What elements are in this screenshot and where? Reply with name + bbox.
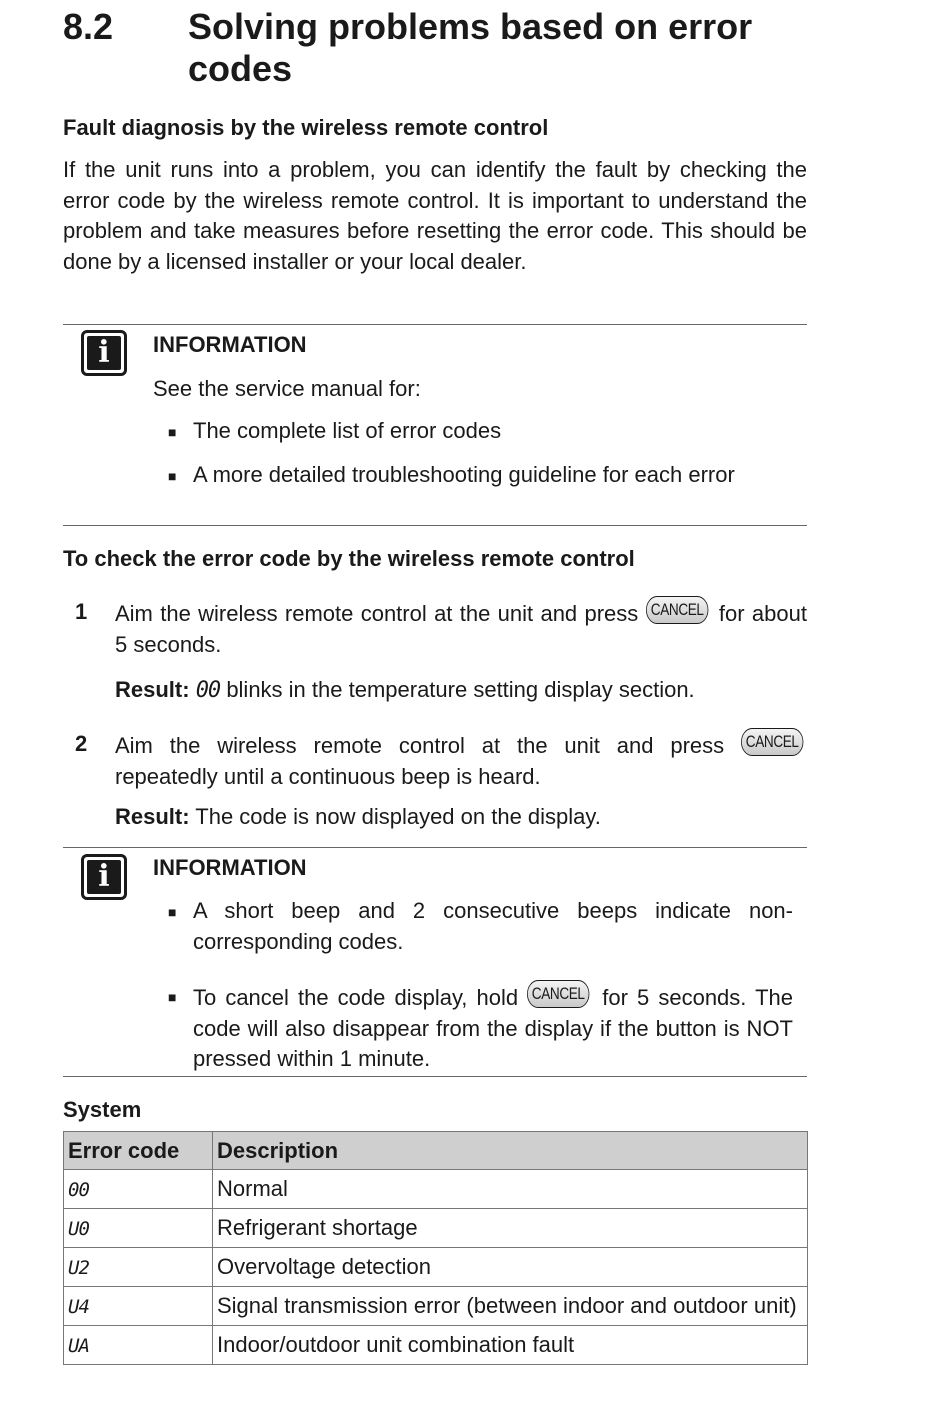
error-description: Refrigerant shortage — [213, 1209, 808, 1248]
error-description: Normal — [213, 1170, 808, 1209]
table-header-row — [64, 1132, 808, 1170]
info-box-1-intro: See the service manual for: — [153, 376, 421, 401]
info-box-1-title: INFORMATION — [153, 332, 307, 357]
step-number: 2 — [75, 731, 88, 756]
bullet-icon: ■ — [168, 424, 177, 440]
error-code: U4 — [68, 1296, 89, 1318]
information-icon: i — [81, 330, 127, 376]
step-text: Aim the wireless remote control at the unit and press — [115, 601, 639, 626]
step-2-result — [115, 804, 601, 830]
bullet-text: for 5 seconds. The code will also disappear from the display if the button is NOT pressed within 1 minute. — [193, 985, 793, 1071]
result-text: blinks in the temperature setting display section. — [226, 677, 695, 702]
check-procedure-heading: To check the error code by the wireless remote control — [63, 546, 635, 571]
step-1-text — [115, 596, 807, 660]
error-code: U2 — [68, 1257, 89, 1279]
error-description: Indoor/outdoor unit combination fault — [213, 1326, 808, 1365]
segment-display-code: 00 — [195, 678, 221, 703]
cancel-button-icon: CANCEL — [741, 728, 803, 756]
info-box-2-top-rule — [63, 847, 807, 848]
section-title: Solving problems based on error codes — [188, 6, 753, 89]
info-box-1-bottom-rule — [63, 525, 807, 526]
system-table-caption: System — [63, 1097, 142, 1122]
step-1-result — [115, 677, 695, 703]
step-text: repeatedly until a continuous beep is heard. — [115, 763, 541, 789]
fault-diagnosis-heading: Fault diagnosis by the wireless remote control — [63, 115, 549, 140]
step-text: Aim the wireless remote control at the unit and press — [115, 733, 725, 758]
table-row — [64, 1326, 808, 1365]
error-code: U0 — [68, 1218, 89, 1240]
info-box-2-title: INFORMATION — [153, 855, 307, 880]
information-icon: i — [81, 854, 127, 900]
step-number: 1 — [75, 599, 88, 624]
result-label: Result: — [115, 677, 190, 702]
error-description: Overvoltage detection — [213, 1248, 808, 1287]
cancel-button-icon: CANCEL — [527, 980, 589, 1008]
info-box-1-bullet: The complete list of error codes — [193, 418, 502, 443]
info-box-2-bullet-2 — [193, 980, 793, 1075]
bullet-icon: ■ — [168, 468, 177, 484]
result-label: Result: — [115, 804, 190, 829]
step-2-text — [115, 728, 807, 792]
error-code-table — [63, 1131, 808, 1365]
error-code: 00 — [68, 1179, 89, 1201]
bullet-icon: ■ — [168, 989, 177, 1005]
info-box-1-top-rule — [63, 324, 807, 325]
table-row — [64, 1170, 808, 1209]
cancel-button-icon: CANCEL — [646, 596, 708, 624]
column-header: Error code — [64, 1132, 213, 1170]
table-row — [64, 1209, 808, 1248]
result-text: The code is now displayed on the display. — [195, 804, 601, 829]
bullet-text: To cancel the code display, hold — [193, 985, 519, 1010]
fault-diagnosis-paragraph: If the unit runs into a problem, you can identify the fault by checking the error code by the wireless remote control. It is important to understand the problem and take measures before resetting the error code. This should be done by a licensed installer or your local dealer. — [63, 157, 807, 274]
section-number: 8.2 — [63, 6, 114, 47]
column-header: Description — [213, 1132, 808, 1170]
table-row — [64, 1287, 808, 1326]
bullet-icon: ■ — [168, 904, 177, 920]
info-box-1-bullet: A more detailed troubleshooting guideline for each error — [193, 462, 735, 487]
info-box-2-bullet: A short beep and 2 consecutive beeps indicate non-corresponding codes. — [193, 898, 793, 954]
step-text: for about 5 seconds. — [115, 601, 807, 657]
error-code: UA — [68, 1335, 89, 1357]
info-box-2-bottom-rule — [63, 1076, 807, 1077]
error-description: Signal transmission error (between indoor and outdoor unit) — [213, 1287, 808, 1326]
table-row — [64, 1248, 808, 1287]
